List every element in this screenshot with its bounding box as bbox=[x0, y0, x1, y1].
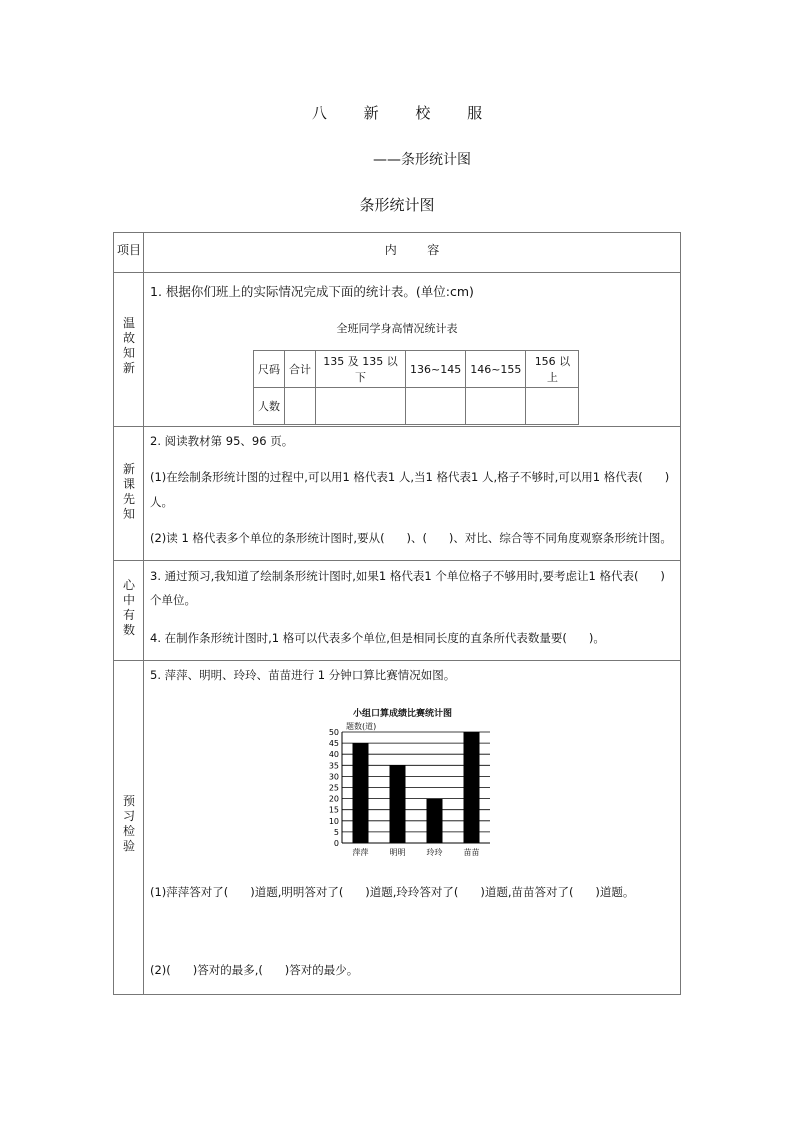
question-4: 4. 在制作条形统计图时,1 格可以代表多个单位,但是相同长度的直条所代表数量要( )。 bbox=[150, 631, 605, 645]
row-divider bbox=[113, 426, 681, 427]
question-2-part-1: (1)在绘制条形统计图的过程中,可以用1 格代表1 人,当1 格代表1 人,格子不够时,可以用1 格代表( ) bbox=[150, 470, 670, 484]
question-5-part-2: (2)( )答对的最多,( )答对的最少。 bbox=[150, 963, 359, 977]
chart-y-label: 题数(道) bbox=[346, 722, 377, 731]
x-tick-label: 明明 bbox=[389, 848, 406, 857]
table-row bbox=[254, 351, 579, 388]
x-tick-label: 苗苗 bbox=[463, 848, 480, 857]
height-stat-table bbox=[253, 350, 579, 425]
row-label-review: 温故知新 bbox=[122, 316, 135, 375]
answer-cell[interactable] bbox=[285, 388, 316, 425]
question-2-intro: 2. 阅读教材第 95、96 页。 bbox=[150, 434, 294, 448]
row-divider bbox=[113, 560, 681, 561]
page-title: 八 新 校 服 bbox=[311, 104, 499, 122]
table-header-cell: 156 以上 bbox=[526, 351, 579, 388]
answer-cell[interactable] bbox=[406, 388, 466, 425]
main-table bbox=[113, 232, 681, 995]
y-tick-label: 20 bbox=[328, 794, 339, 804]
header-item: 项目 bbox=[116, 243, 141, 257]
table-row bbox=[254, 388, 579, 425]
table-header-cell: 136~145 bbox=[406, 351, 466, 388]
y-tick-label: 0 bbox=[333, 839, 339, 848]
y-tick-label: 5 bbox=[333, 827, 339, 837]
table-row-label: 人数 bbox=[254, 388, 285, 425]
y-tick-label: 30 bbox=[328, 772, 339, 782]
x-tick-label: 玲玲 bbox=[426, 848, 443, 857]
answer-cell[interactable] bbox=[316, 388, 406, 425]
question-2-part-2: (2)读 1 格代表多个单位的条形统计图时,要从( )、( )、对比、综合等不同角度观察条形统计图。 bbox=[150, 531, 672, 545]
question-3: 3. 通过预习,我知道了绘制条形统计图时,如果1 格代表1 个单位格子不够用时,要考虑让1 格代表( ) bbox=[150, 569, 665, 583]
section-title: 条形统计图 bbox=[359, 196, 435, 214]
row-label-preview: 新课先知 bbox=[122, 462, 135, 521]
y-tick-label: 35 bbox=[328, 761, 339, 771]
y-tick-label: 25 bbox=[328, 783, 339, 793]
table-header-cell: 135 及 135 以下 bbox=[316, 351, 406, 388]
table-header-cell: 合计 bbox=[285, 351, 316, 388]
question-5: 5. 萍萍、明明、玲玲、苗苗进行 1 分钟口算比赛情况如图。 bbox=[150, 668, 456, 682]
question-5-part-1: (1)萍萍答对了( )道题,明明答对了( )道题,玲玲答对了( )道题,苗苗答对了( )道题。 bbox=[150, 885, 635, 899]
table-header-cell: 尺码 bbox=[254, 351, 285, 388]
y-tick-label: 10 bbox=[328, 816, 339, 826]
row-divider bbox=[113, 660, 681, 661]
answer-cell[interactable] bbox=[466, 388, 526, 425]
row-divider bbox=[113, 272, 681, 273]
y-tick-label: 40 bbox=[328, 750, 339, 760]
chart-title: 小组口算成绩比赛统计图 bbox=[353, 709, 453, 719]
table-header-cell: 146~155 bbox=[466, 351, 526, 388]
header-content: 内 容 bbox=[384, 243, 440, 257]
answer-cell[interactable] bbox=[526, 388, 579, 425]
y-tick-label: 50 bbox=[328, 728, 339, 737]
question-2-part-1-end: 人。 bbox=[150, 495, 173, 509]
row-label-check: 预习检验 bbox=[122, 794, 135, 853]
y-tick-label: 15 bbox=[328, 805, 339, 815]
y-tick-label: 45 bbox=[328, 739, 339, 749]
page-subtitle: ——条形统计图 bbox=[373, 152, 471, 168]
question-3-end: 个单位。 bbox=[150, 593, 196, 607]
x-tick-label: 萍萍 bbox=[352, 848, 369, 857]
question-1: 1. 根据你们班上的实际情况完成下面的统计表。(单位:cm) bbox=[150, 284, 474, 299]
row-label-mind: 心中有数 bbox=[122, 578, 135, 637]
stat-table-title: 全班同学身高情况统计表 bbox=[336, 322, 458, 335]
